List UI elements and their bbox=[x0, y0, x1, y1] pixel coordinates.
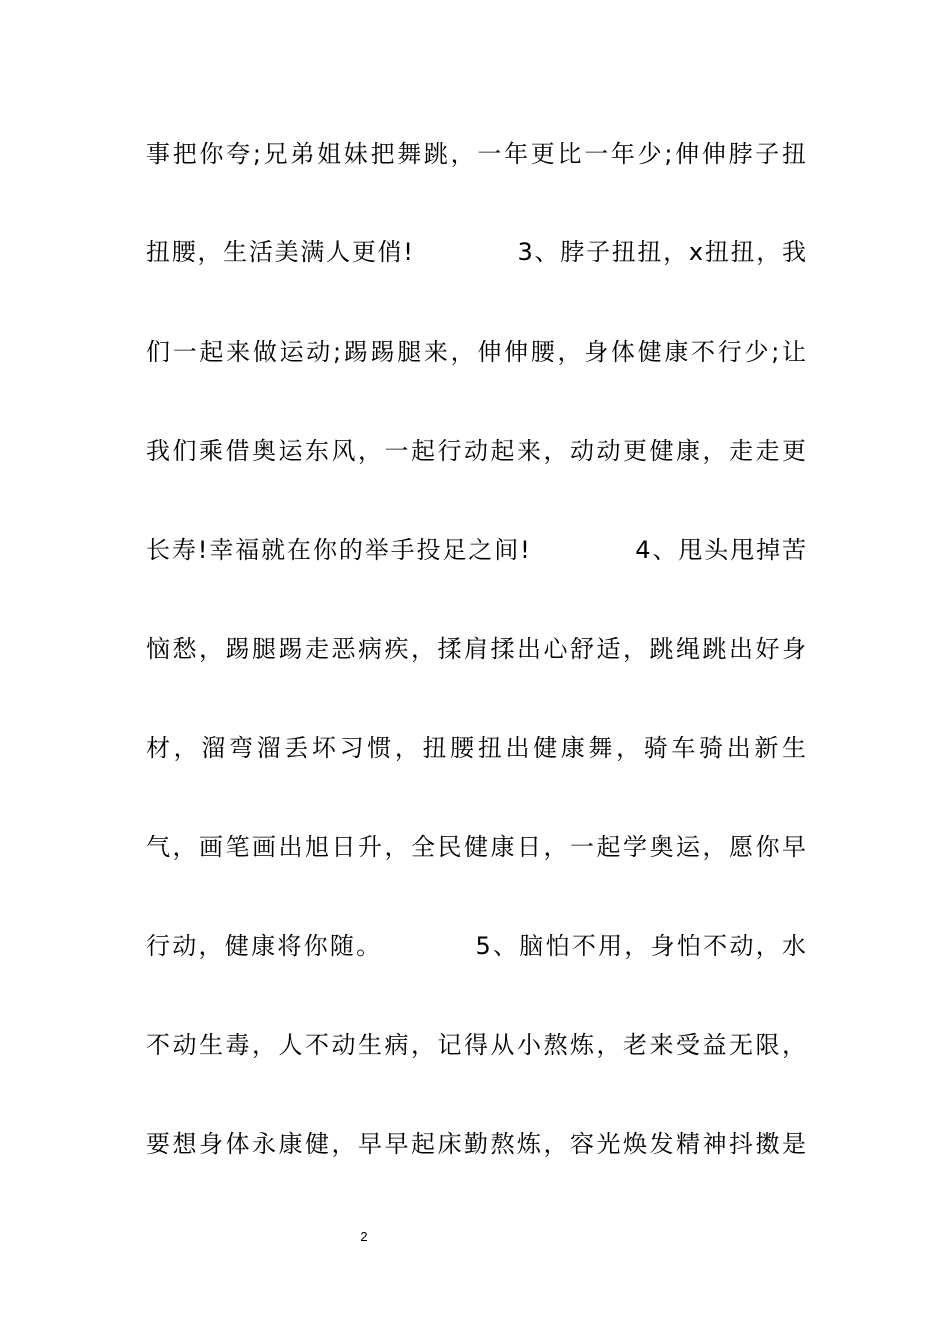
page-number: 2 bbox=[360, 1229, 368, 1244]
text-line-8: 气，画笔画出旭日升，全民健康日，一起学奥运，愿你早 bbox=[146, 833, 806, 861]
text-line-1: 事把你夸;兄弟姐妹把舞跳，一年更比一年少;伸伸脖子扭 bbox=[146, 140, 806, 168]
text-line-10: 不动生毒，人不动生病，记得从小熬炼，老来受益无限， bbox=[146, 1031, 806, 1059]
text-line-7: 材，溜弯溜丢坏习惯，扭腰扭出健康舞，骑车骑出新生 bbox=[146, 734, 806, 762]
text-line-5: 长寿!幸福就在你的举手投足之间! 4、甩头甩掉苦 bbox=[146, 536, 806, 564]
text-line-9: 行动，健康将你随。 5、脑怕不用，身怕不动，水 bbox=[146, 932, 806, 960]
text-line-4: 我们乘借奥运东风，一起行动起来，动动更健康，走走更 bbox=[146, 437, 806, 465]
text-line-11: 要想身体永康健，早早起床勤熬炼，容光焕发精神抖擞是 bbox=[146, 1130, 806, 1158]
text-line-3: 们一起来做运动;踢踢腿来，伸伸腰，身体健康不行少;让 bbox=[146, 338, 806, 366]
text-line-6: 恼愁，踢腿踢走恶病疾，揉肩揉出心舒适，跳绳跳出好身 bbox=[146, 635, 806, 663]
text-line-2: 扭腰，生活美满人更俏! 3、脖子扭扭，x扭扭，我 bbox=[146, 238, 806, 266]
